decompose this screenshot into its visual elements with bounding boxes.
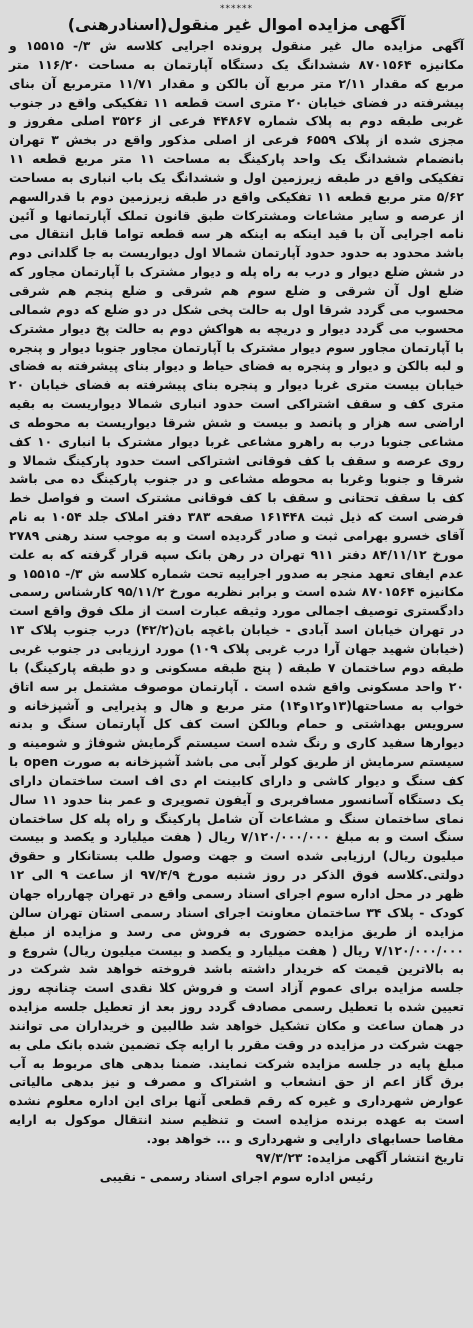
stars-separator: ****** [220, 4, 253, 14]
notice-body: آگهی مزایده مال غیر منقول پرونده اجرایی کلاسه ش ۳/- ۱۵۵۱۵ و مکانیزه ۸۷۰۱۵۶۴ ششدانگ یک دستگاه آپارتمان به مساحت ۱۱۶/۲۰ متر مربع که مقدار ۲/۱۱ متر مربع آن بالکن و مقدار ۱۱/۷۱ مترمربع آن بنای پیشرفته در فضای خیابان ۲۰ متری است قطعه ۱۱ تفکیکی واقع در جنوب غربی طبقه دوم به پلاک شماره ۴۴۸۶۷ فرعی از ۳۵۲۶ اصلی مفروز و مجزی شده از پلاک ۶۵۵۹ فرعی از اصلی مذکور واقع در بخش ۳ تهران بانضمام ششدانگ یک واحد پارکینگ به مساحت ۱۱ متر مربع قطعه ۱۱ تفکیکی واقع در طبقه زیرزمین اول و ششدانگ یک باب انباری به مساحت ۵/۶۲ متر مربع قطعه ۱۱ تفکیکی واقع در طبقه زیرزمین دوم با قدرالسهم از عرصه و سایر مشاعات ومشترکات طبق قانون تملک آپارتمانها و آئین نامه اجرایی آن با قید اینکه به اینکه هر سه قطعه تواما قابل انتقال می باشد محدود به حدود حدود آپارتمان شمالا اول دیواریست به جا گلدانی دوم در شش ضلع دیوار و درب به راه پله و دیوار مشترک با آپارتمان مجاور که ضلع اول آن شرقی و ضلع سوم هم شرقی و ضلع پنجم هم شرقی محسوب می گردد شرقا اول به حالت پخی شکل در دو ضلع که دوم شمالی محسوب می گردد دیوار و دریچه به هواکش دوم به حالت پخ دیوار مشترک با آپارتمان مجاور سوم دیوار مشترک با آپارتمان مجاور جنوبا دیوار و پنجره و لبه بالکن و دیوار و پنجره به فضای حیاط و دیوار بنای پیشرفته به فضای خیابان بیست متری غربا دیوار و پنجره بنای پیشرفته به فضای خیابان ۲۰ متری کف و سقف اشتراکی است حدود انباری شمالا دیواریست به بقیه اراضی سه هزار و پانصد و بیست و شش شرقا دیواریست به محوطه ی مشاعی جنوبا درب به راهرو مشاعی غربا دیوار مشترک با انباری ۱۰ کف روی عرصه و سقف با کف فوقانی اشتراکی است حدود پارکینگ شمالا و شرقا و جنوبا وغربا به محوطه مشاعی و در جنوب پارکینگ ده می باشد کف با سقف تحتانی و سقف با کف فوقانی مشترک است و فواصل خط فرضی است که ذیل ثبت ۱۶۱۴۴۸ صفحه ۳۸۳ دفتر املاک جلد ۱۰۵۴ به نام آقای خسرو بهرامی ثبت و صادر گردیده است و به موجب سند رهنی ۲۷۸۹ مورخ ۸۴/۱۱/۱۲ دفتر ۹۱۱ تهران در رهن بانک سپه قرار گرفته که به علت عدم ایفای تعهد منجر به صدور اجراییه تحت شماره کلاسه ش ۳/- ۱۵۵۱۵ و مکانیزه ۸۷۰۱۵۶۴ شده است و برابر نظریه مورخ ۹۵/۱۱/۲ کارشناس رسمی دادگستری توصیف اجمالی مورد وثیقه عبارت است از ملک فوق واقع است در تهران خیابان اسد آبادی - خیابان باغچه بان(۴۲/۲) درب جنوب پلاک ۱۳ (خیابان شهید جهان آرا درب غربی پلاک ۱۰۹) مورد ارزیابی در جنوب غربی طبقه دوم ساختمان ۷ طبقه ( پنج طبقه مسکونی و دو طبقه پارکینگ) با ۲۰ واحد مسکونی واقع شده است . آپارتمان موصوف مشتمل بر سه اتاق خواب به مساحتها(۱۳و۱۲و۱۴) متر مربع و هال و پذیرایی و آشپزخانه و سرویس بهداشتی و حمام وبالکن است کف کل آپارتمان سنگ و بدنه دیوارها سفید کاری و رنگ شده است سیستم گرمایش شوفاژ و شومینه و سیستم سرمایش از طریق کولر آبی می باشد آشپزخانه به صورت open با کف سنگ و دیوار کاشی و دارای کابینت ام دی اف است ساختمان دارای یک دستگاه آسانسور مسافربری و آیفون تصویری و عمر بنا حدود ۱۱ سال نمای ساختمان سنگ و مشاعات آن شامل پارکینگ و راه پله کل ساختمان سنگ است و به مبلغ ۷/۱۲۰/۰۰۰/۰۰۰ ریال ( هفت میلیارد و یکصد و بیست میلیون ریال) ارزیابی شده است و جهت وصول طلب بستانکار و حقوق دولتی.کلاسه فوق الذکر در روز شنبه مورخ ۹۷/۴/۹ از ساعت ۹ الی ۱۲ ظهر در محل اداره سوم اجرای اسناد رسمی واقع در تهران چهارراه جهان کودک - پلاک ۳۴ ساختمان معاونت اجرای اسناد رسمی استان تهران سالن مزایده از طریق مزایده حضوری به فروش می رسد و مزایده از مبلغ ۷/۱۲۰/۰۰۰/۰۰۰ ریال ( هفت میلیارد و یکصد و بیست میلیون ریال) شروع و به بالاترین قیمت که خریدار داشته باشد فروخته خواهد شد شرکت در جلسه مزایده برای عموم آزاد است و فروش کلا نقدی است چنانچه روز تعیین شده با تعطیل رسمی مصادف گردد روز بعد از تعطیل جلسه مزایده در همان ساعت و مکان تشکیل خواهد شد طالبین و خریداران می توانند جهت شرکت در مزایده در وقت مقرر با ارایه چک تضمین شده بانک ملی به مبلغ پایه در جلسه مزایده شرکت نمایند. ضمنا بدهی های مربوط به آب برق گاز اعم از حق انشعاب و اشتراک و مصرف و نیز بدهی مالیاتی عوارض شهرداری و غیره که رقم قطعی آنها برای این اداره معلوم نشده است به عهده برنده مزایده است و تنظیم سند انتقال موکول به ارایه مفاصا حسابهای دارایی و شهرداری و ... خواهد بود. [9, 38, 465, 1146]
signature: رئیس اداره سوم اجرای اسناد رسمی - نقیبی [99, 1168, 374, 1184]
notice-title: آگهی مزایده اموال غیر منقول(اسنادرهنی) [67, 15, 406, 34]
publication-date: تاریخ انتشار آگهی مزایده: ۹۷/۳/۲۳ [255, 1149, 464, 1165]
